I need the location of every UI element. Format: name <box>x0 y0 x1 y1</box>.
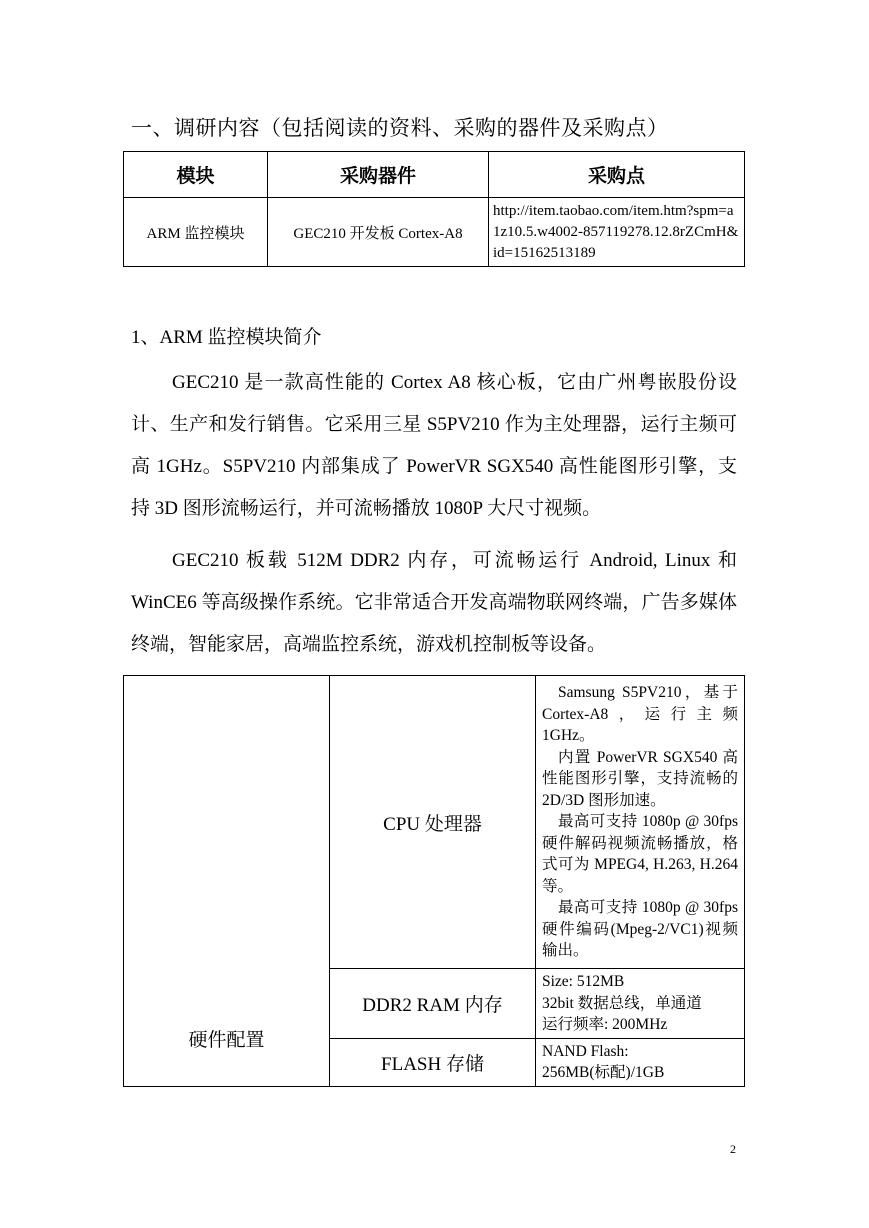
section-heading: 一、调研内容（包括阅读的资料、采购的器件及采购点） <box>131 116 669 140</box>
spec-line: 32bit 数据总线，单通道 <box>542 994 702 1012</box>
header-module: 模块 <box>124 152 268 198</box>
spec-line: 最高可支持 1080p @ 30fps 硬件编码(Mpeg-2/VC1)视频输出。 <box>542 899 738 960</box>
table-header-row <box>124 152 745 198</box>
spec-desc-ram <box>536 969 745 1039</box>
paragraph-2: GEC210 板载 512M DDR2 内存，可流畅运行 Android, Linux 和 WinCE6 等高级操作系统。它非常适合开发高端物联网终端，广告多媒体终端，智能家居，高端监控系统，游戏机控制板等设备。 <box>131 550 737 655</box>
header-device: 采购器件 <box>268 152 489 198</box>
hardware-spec-table <box>123 675 745 1087</box>
table-row <box>124 198 745 267</box>
spec-line: 运行频率: 200MHz <box>542 1016 668 1033</box>
spec-name-flash: FLASH 存储 <box>330 1038 536 1086</box>
cell-module: ARM 监控模块 <box>124 198 268 267</box>
spec-line: 内置 PowerVR SGX540 高性能图形引擎，支持流畅的 2D/3D 图形加速。 <box>542 748 738 809</box>
subsection-title: 1、ARM 监控模块简介 <box>131 327 322 348</box>
spec-line: 256MB(标配)/1GB <box>542 1064 665 1081</box>
spec-line: Samsung S5PV210，基于 Cortex-A8，运行主频 1GHz。 <box>542 684 738 745</box>
category-cell: 硬件配置 <box>124 676 330 1087</box>
spec-line: Size: 512MB <box>542 973 625 990</box>
cell-device: GEC210 开发板 Cortex-A8 <box>268 198 489 267</box>
header-source: 采购点 <box>489 152 745 198</box>
spec-name-ram: DDR2 RAM 内存 <box>330 969 536 1039</box>
cell-url: http://item.taobao.com/item.htm?spm=a1z10.5.w4002-857119278.12.8rZCmH&id=15162513189 <box>489 198 745 267</box>
spec-line: NAND Flash: <box>542 1042 629 1060</box>
spec-desc-cpu <box>536 676 745 969</box>
spec-line: 最高可支持 1080p @ 30fps 硬件解码视频流畅播放，格式可为 MPEG4, H.263, H.264 等。 <box>542 813 738 895</box>
paragraph-1: GEC210 是一款高性能的 Cortex A8 核心板，它由广州粤嵌股份设计、生产和发行销售。它采用三星 S5PV210 作为主处理器，运行主频可高 1GHz。S5PV210 内部集成了 PowerVR SGX540 高性能图形引擎，支持 3D 图形流畅运行，并可流畅播放 1080P 大尺寸视频。 <box>131 372 737 519</box>
spec-desc-flash <box>536 1038 745 1086</box>
procurement-table <box>123 151 745 267</box>
spec-name-cpu: CPU 处理器 <box>330 676 536 969</box>
page-number: 2 <box>730 1142 736 1156</box>
spec-row-cpu <box>124 676 745 969</box>
